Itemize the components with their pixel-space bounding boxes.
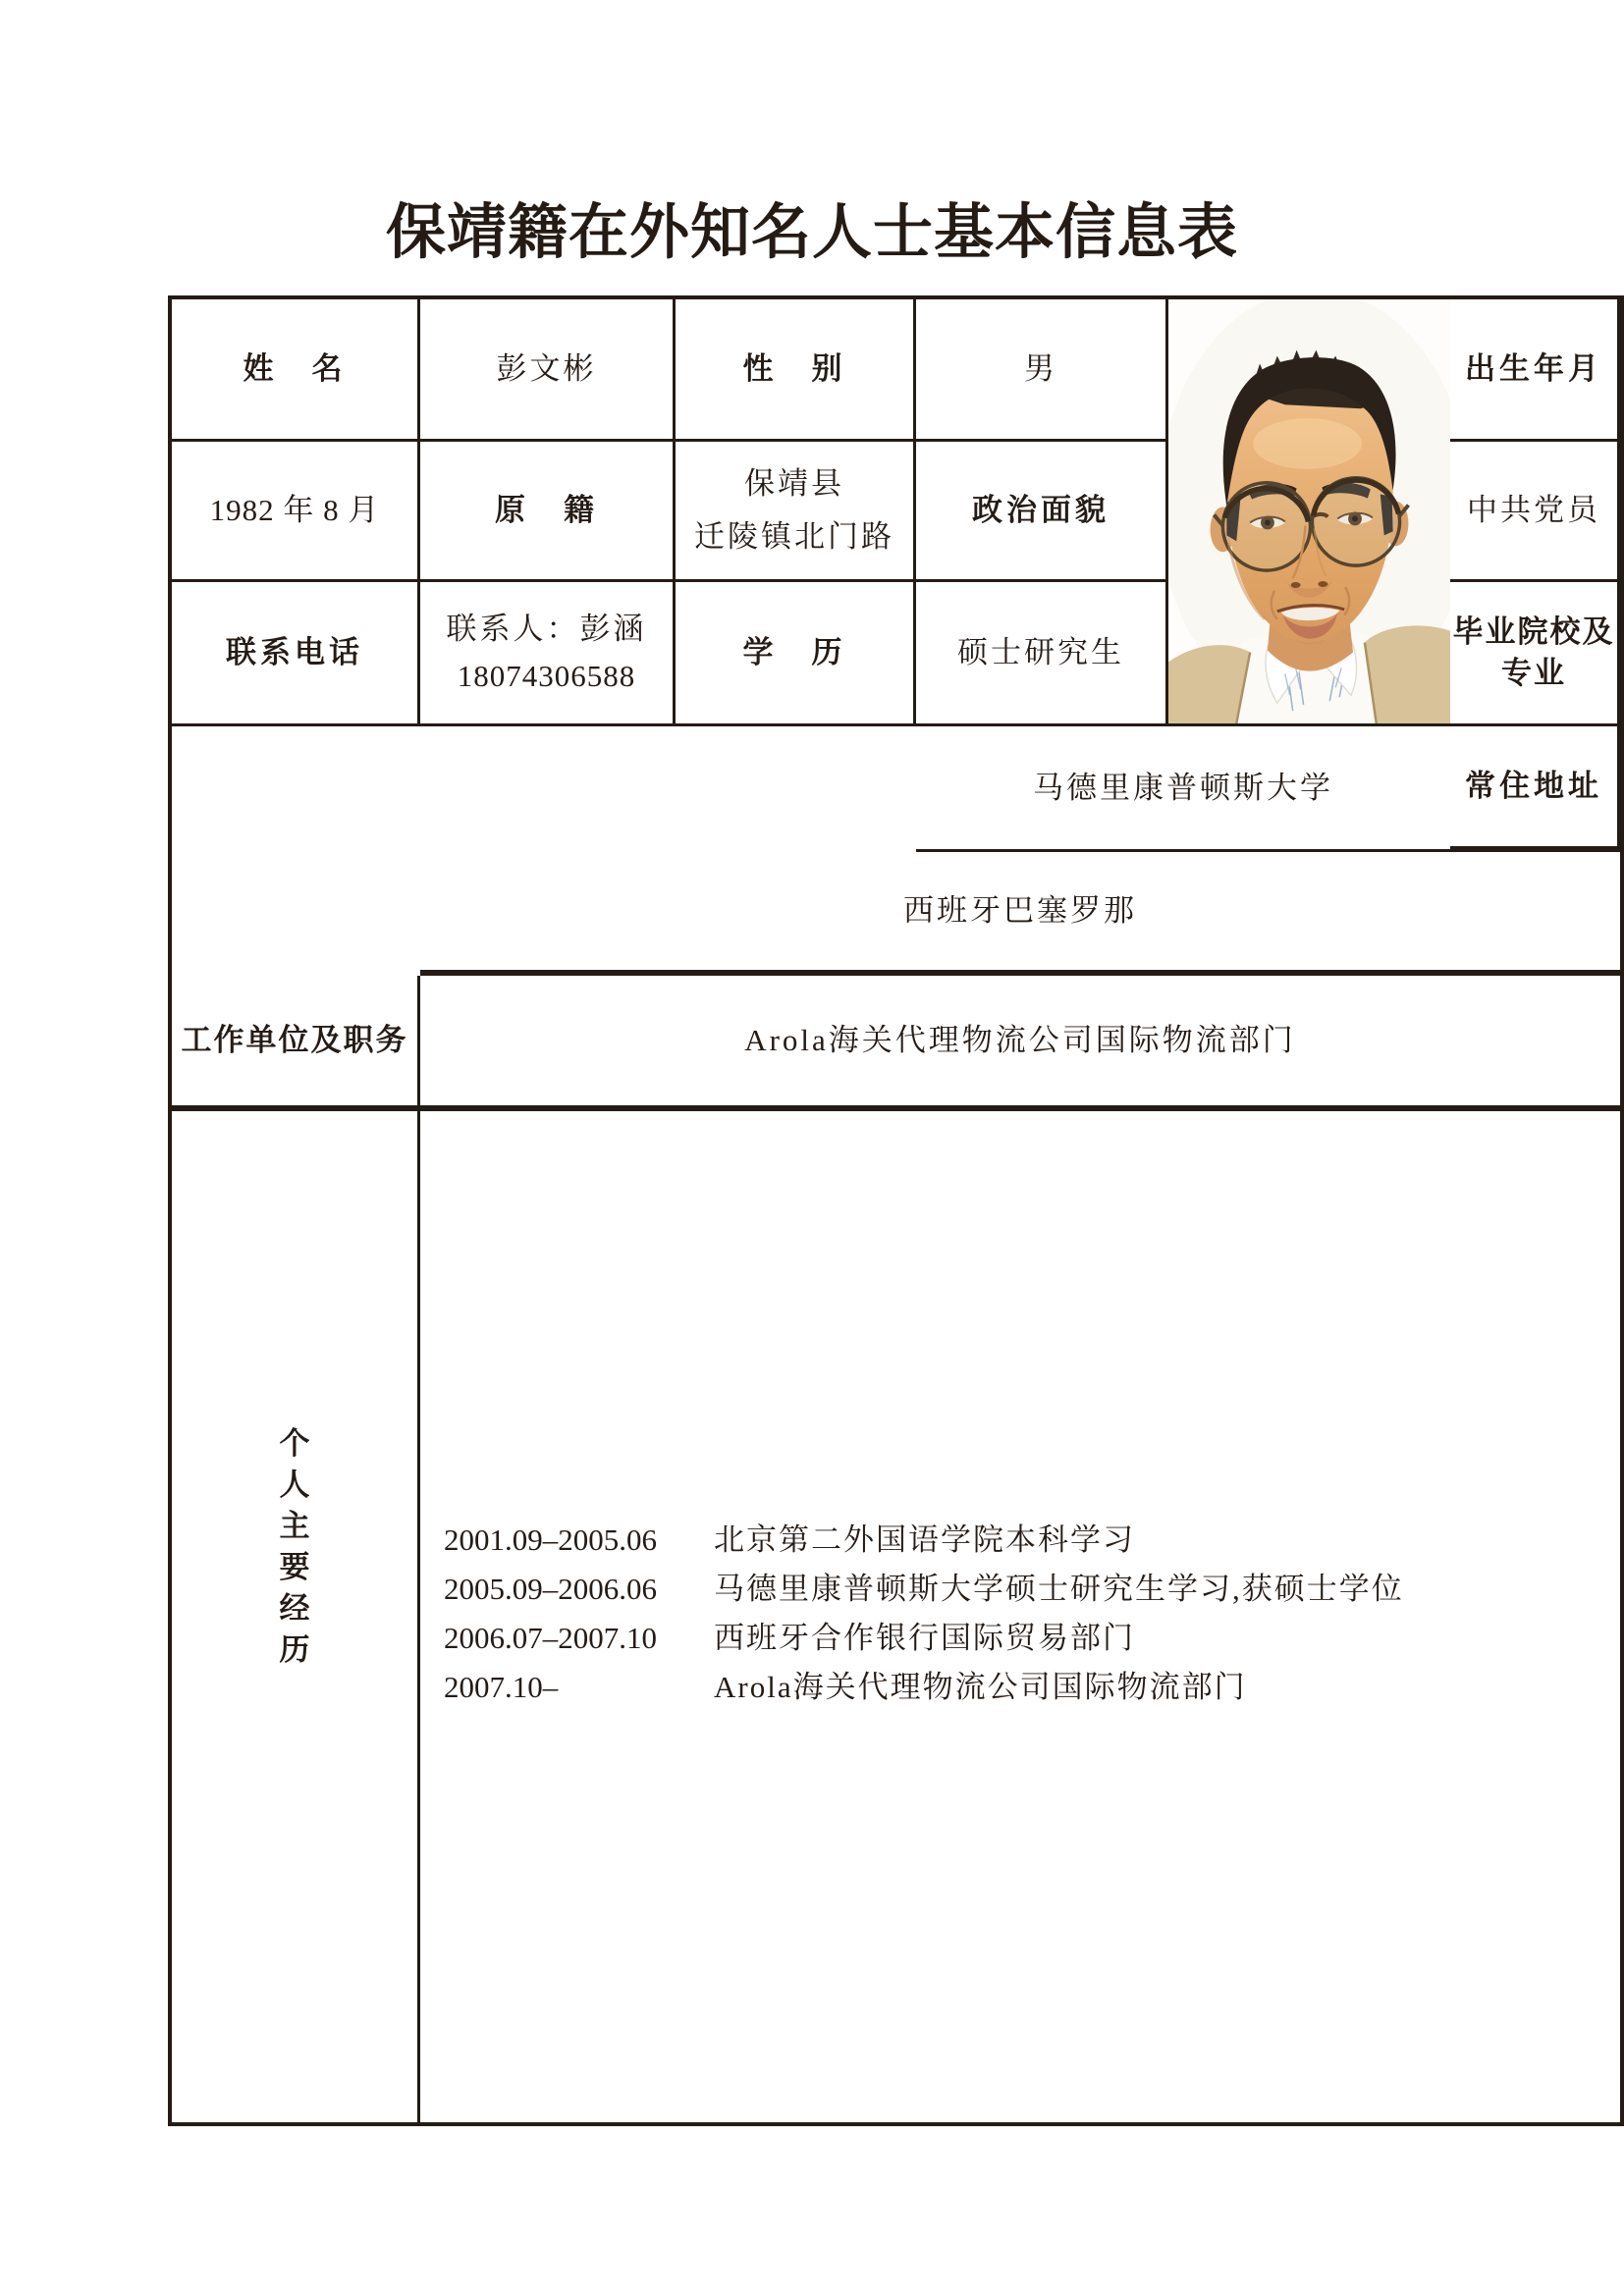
photo-forehead-highlight <box>1253 418 1362 469</box>
experience-vertical-label <box>172 1111 420 2122</box>
portrait-photo <box>1168 299 1450 723</box>
phone-contact-line: 联系人：彭涵 <box>446 612 647 646</box>
field-value-origin <box>676 442 916 582</box>
field-value-address: 西班牙巴塞罗那 <box>420 852 1620 976</box>
origin-line-1: 保靖县 <box>744 466 844 501</box>
field-value-phone <box>420 582 676 726</box>
experience-label-char: 经 <box>279 1591 310 1626</box>
field-value-birth: 1982 年 8 月 <box>172 442 420 582</box>
photo-nostril-left <box>1291 582 1301 588</box>
portrait-photo-cell <box>1168 299 1450 726</box>
field-label-address: 常住地址 <box>1450 726 1620 852</box>
photo-jacket-right <box>1365 625 1450 723</box>
experience-entry <box>444 1663 1247 1712</box>
experience-detail: Arola海关代理物流公司国际物流部门 <box>714 1670 1247 1704</box>
experience-entry <box>444 1565 1404 1614</box>
experience-label-char: 人 <box>279 1468 310 1502</box>
field-value-school: 马德里康普顿斯大学 <box>916 726 1450 852</box>
field-label-gender: 性 别 <box>676 299 916 442</box>
experience-entry <box>444 1614 1135 1663</box>
experience-entry <box>444 1516 1135 1565</box>
experience-period: 2007.10– <box>444 1670 559 1704</box>
field-value-political: 中共党员 <box>1450 442 1620 582</box>
form-title: 保靖籍在外知名人士基本信息表 <box>385 200 1238 266</box>
field-label-work: 工作单位及职务 <box>172 976 420 1111</box>
field-label-education: 学 历 <box>676 582 916 726</box>
field-label-name: 姓 名 <box>172 299 420 442</box>
experience-label-char: 主 <box>279 1509 310 1543</box>
experience-detail: 北京第二外国语学院本科学习 <box>714 1522 1135 1557</box>
info-table <box>168 295 1624 2126</box>
field-value-name: 彭文彬 <box>420 299 676 442</box>
experience-detail: 马德里康普顿斯大学硕士研究生学习,获硕士学位 <box>714 1572 1404 1606</box>
experience-detail: 西班牙合作银行国际贸易部门 <box>714 1621 1135 1655</box>
field-label-origin: 原 籍 <box>420 442 676 582</box>
field-label-political: 政治面貌 <box>916 442 1168 582</box>
field-value-education: 硕士研究生 <box>916 582 1168 726</box>
field-value-work: Arola海关代理物流公司国际物流部门 <box>420 976 1620 1111</box>
experience-period: 2005.09–2006.06 <box>444 1572 657 1606</box>
photo-nostril-right <box>1318 581 1327 587</box>
experience-label-char: 历 <box>279 1632 310 1667</box>
field-label-phone: 联系电话 <box>172 582 420 726</box>
field-label-birth: 出生年月 <box>1450 299 1620 442</box>
field-label-school: 毕业院校及专业 <box>1450 582 1620 726</box>
phone-number-line: 18074306588 <box>457 659 636 693</box>
experience-content <box>420 1111 1450 2122</box>
experience-label-char: 要 <box>279 1550 310 1584</box>
field-value-gender: 男 <box>916 299 1168 442</box>
experience-period: 2006.07–2007.10 <box>444 1621 657 1655</box>
experience-label-char: 个 <box>279 1426 310 1461</box>
origin-line-2: 迁陵镇北门路 <box>694 519 894 554</box>
experience-period: 2001.09–2005.06 <box>444 1522 657 1557</box>
